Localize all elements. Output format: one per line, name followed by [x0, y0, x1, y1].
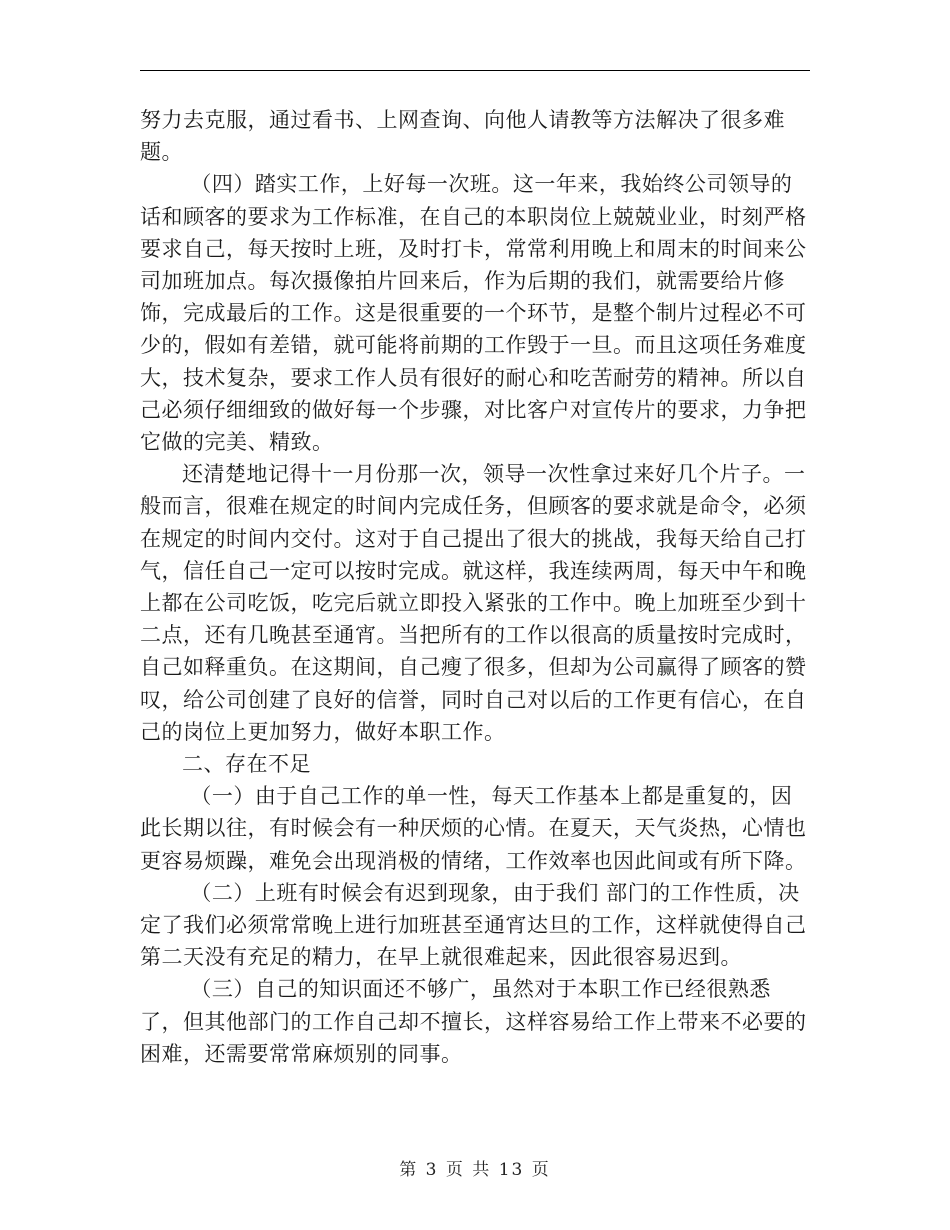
paragraph-continuation: 努力去克服，通过看书、上网查询、向他人请教等方法解决了很多难题。 [140, 108, 785, 165]
header-rule [140, 70, 810, 71]
paragraph-shortcoming-3: （三）自己的知识面还不够广，虽然对于本职工作已经很熟悉了，但其他部门的工作自己却不擅长，这样容易给工作上带来不必要的困难，还需要常常麻烦别的同事。 [140, 977, 807, 1066]
paragraph-work-attitude: （四）踏实工作，上好每一次班。这一年来，我始终公司领导的话和顾客的要求为工作标准，在自己的本职岗位上兢兢业业，时刻严格要求自己，每天按时上班，及时打卡，常常利用晚上和周末的时间来公司加班加点。每次摄像拍片回来后，作为后期的我们，就需要给片修饰，完成最后的工作。这是很重要的一个环节，是整个制片过程必不可少的，假如有差错，就可能将前期的工作毁于一旦。而且这项任务难度大，技术复杂，要求工作人员有很好的耐心和吃苦耐劳的精神。所以自己必须仔细细致的做好每一个步骤，对比客户对宣传片的要求，力争把它做的完美、精致。 [140, 172, 807, 455]
page-number: 第 3 页 共 13 页 [399, 1160, 551, 1180]
section-heading-shortcomings: 二、存在不足 [182, 752, 311, 777]
document-body [140, 104, 810, 1070]
paragraph-november-story: 还清楚地记得十一月份那一次，领导一次性拿过来好几个片子。一般而言，很难在规定的时间内完成任务，但顾客的要求就是命令，必须在规定的时间内交付。这对于自己提出了很大的挑战，我每天给自己打气，信任自己一定可以按时完成。就这样，我连续两周，每天中午和晚上都在公司吃饭，吃完后就立即投入紧张的工作中。晚上加班至少到十二点，还有几晚甚至通宵。当把所有的工作以很高的质量按时完成时，自己如释重负。在这期间，自己瘦了很多，但却为公司赢得了顾客的赞叹，给公司创建了良好的信誉，同时自己对以后的工作更有信心，在自己的岗位上更加努力，做好本职工作。 [140, 462, 807, 744]
paragraph-shortcoming-2: （二）上班有时候会有迟到现象，由于我们 部门的工作性质，决定了我们必须常常晚上进行加班甚至通宵达旦的工作，这样就使得自己第二天没有充足的精力，在早上就很难起来，因此很容易迟到。 [140, 880, 807, 970]
paragraph-shortcoming-1: （一）由于自己工作的单一性，每天工作基本上都是重复的，因此长期以往，有时候会有一种厌烦的心情。在夏天，天气炎热，心情也更容易烦躁，难免会出现消极的情绪，工作效率也因此间或有所下降。 [140, 784, 807, 873]
